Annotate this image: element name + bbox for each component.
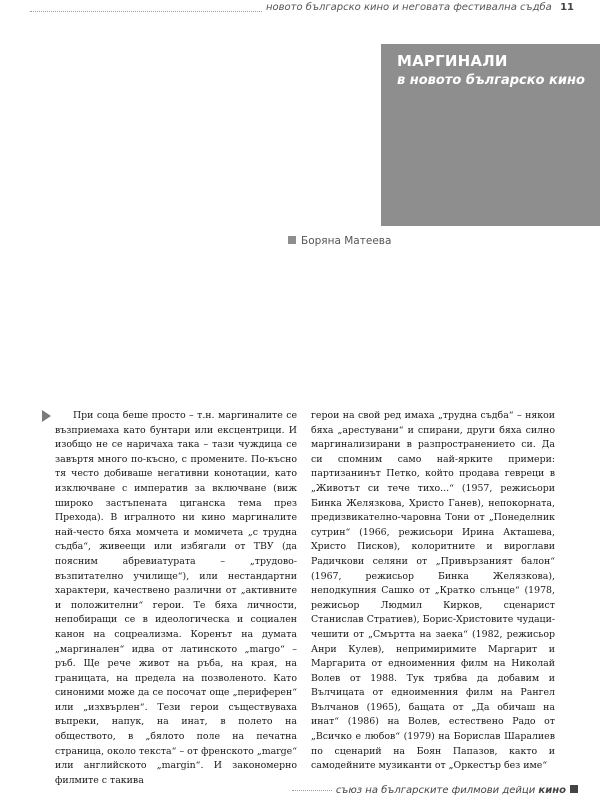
body-column-left — [55, 409, 297, 786]
page-footer — [292, 785, 578, 796]
article-title: МАРГИНАЛИ — [397, 52, 508, 70]
body-paragraph-left: При соца беше просто – т.н. маргиналите се възприемаха като бунтари или ексцентрици. И изобщо не се наричаха така – тази чуждица се завъртя много по-късно, с промените. По-късно тя често добиваше негативни конотации, като изключване с императив за включване (виж широко застъпената циганска тема през Прехода). В игралното ни кино маргиналите най-често бяха момчета и момичета „с трудна съдба“, живеещи или избягали от ТВУ (да поясним абревиатурата – „трудово-възпитателно училище“), или нестандартни характери, качествено различни от „активните и положителни“ герои. Те бяха личности, непобиращи се в идеологическа и социален канон на соцреализма. Коренът на думата „маргинален“ идва от латинското „margo“ – ръб. Ще рече живот на ръба, на края, на границата, на предела на позволеното. Като синоними може да се посочат още „периферен“ или „изхвърлен“. Тези герои съществуваха въпреки, напук, на инат, в полето на обществото, в „бялото поле на печатна страница, около текста“ – от френското „marge“ или английското „margin“. И закономерно филмите с такива — [55, 410, 297, 786]
running-head — [30, 2, 574, 16]
square-bullet-icon — [288, 236, 296, 244]
article-subtitle: в новото българско кино — [397, 73, 585, 88]
page-number: 11 — [560, 2, 574, 13]
play-arrow-icon — [42, 410, 51, 422]
author-byline — [288, 235, 391, 249]
footer-dots — [292, 790, 332, 791]
author-name: Боряна Матеева — [301, 235, 392, 247]
running-head-title: новото българско кино и неговата фестивална съдба — [266, 2, 552, 13]
body-paragraph-right: герои на свой ред имаха „трудна съдба“ – някои бяха „арестувани“ и спирани, други бяха силно маргинализирани в разпространението си. Да си спомним само най-ярките примери: партизанинът Петко, който продава гевреци в „Животът си тече тихо...“ (1957, режисьори Бинка Желязкова, Христо Ганев), непокорната, предизвикателно-чаровна Тони от „Понеделник сутрин“ (1966, режисьори Ирина Акташева, Христо Писков), колоритните и вироглави Радичкови селяни от „Привързаният балон“ (1967, режисьор Бинка Желязкова), неподкупния Сашко от „Кратко слънце“ (1978, режисьор Людмил Кирков, сценарист Станислав Стратиев), Борис-Христовите чудаци-чешити от „Смъртта на заека“ (1982, режисьор Анри Кулев), непримиримите Маргарит и Маргарита от едноименния филм на Николай Волев от 1988. Тук трябва да добавим и Вълчицата от едноименния филм на Рангел Вълчанов (1965), бащата от „Да обичаш на инат“ (1986) на Волев, естествено Радо от „Всичко е любов“ (1979) на Борислав Шаралиев по сценарий на Боян Папазов, както и самодейните музиканти от „Оркестър без име“ — [311, 410, 555, 772]
footer-text: съюз на българските филмови дейци — [335, 785, 536, 796]
body-column-right — [311, 409, 555, 775]
square-bullet-icon — [570, 785, 578, 793]
running-head-dots — [30, 11, 262, 12]
article-title-box — [381, 44, 600, 226]
footer-brand: кино — [538, 785, 566, 796]
